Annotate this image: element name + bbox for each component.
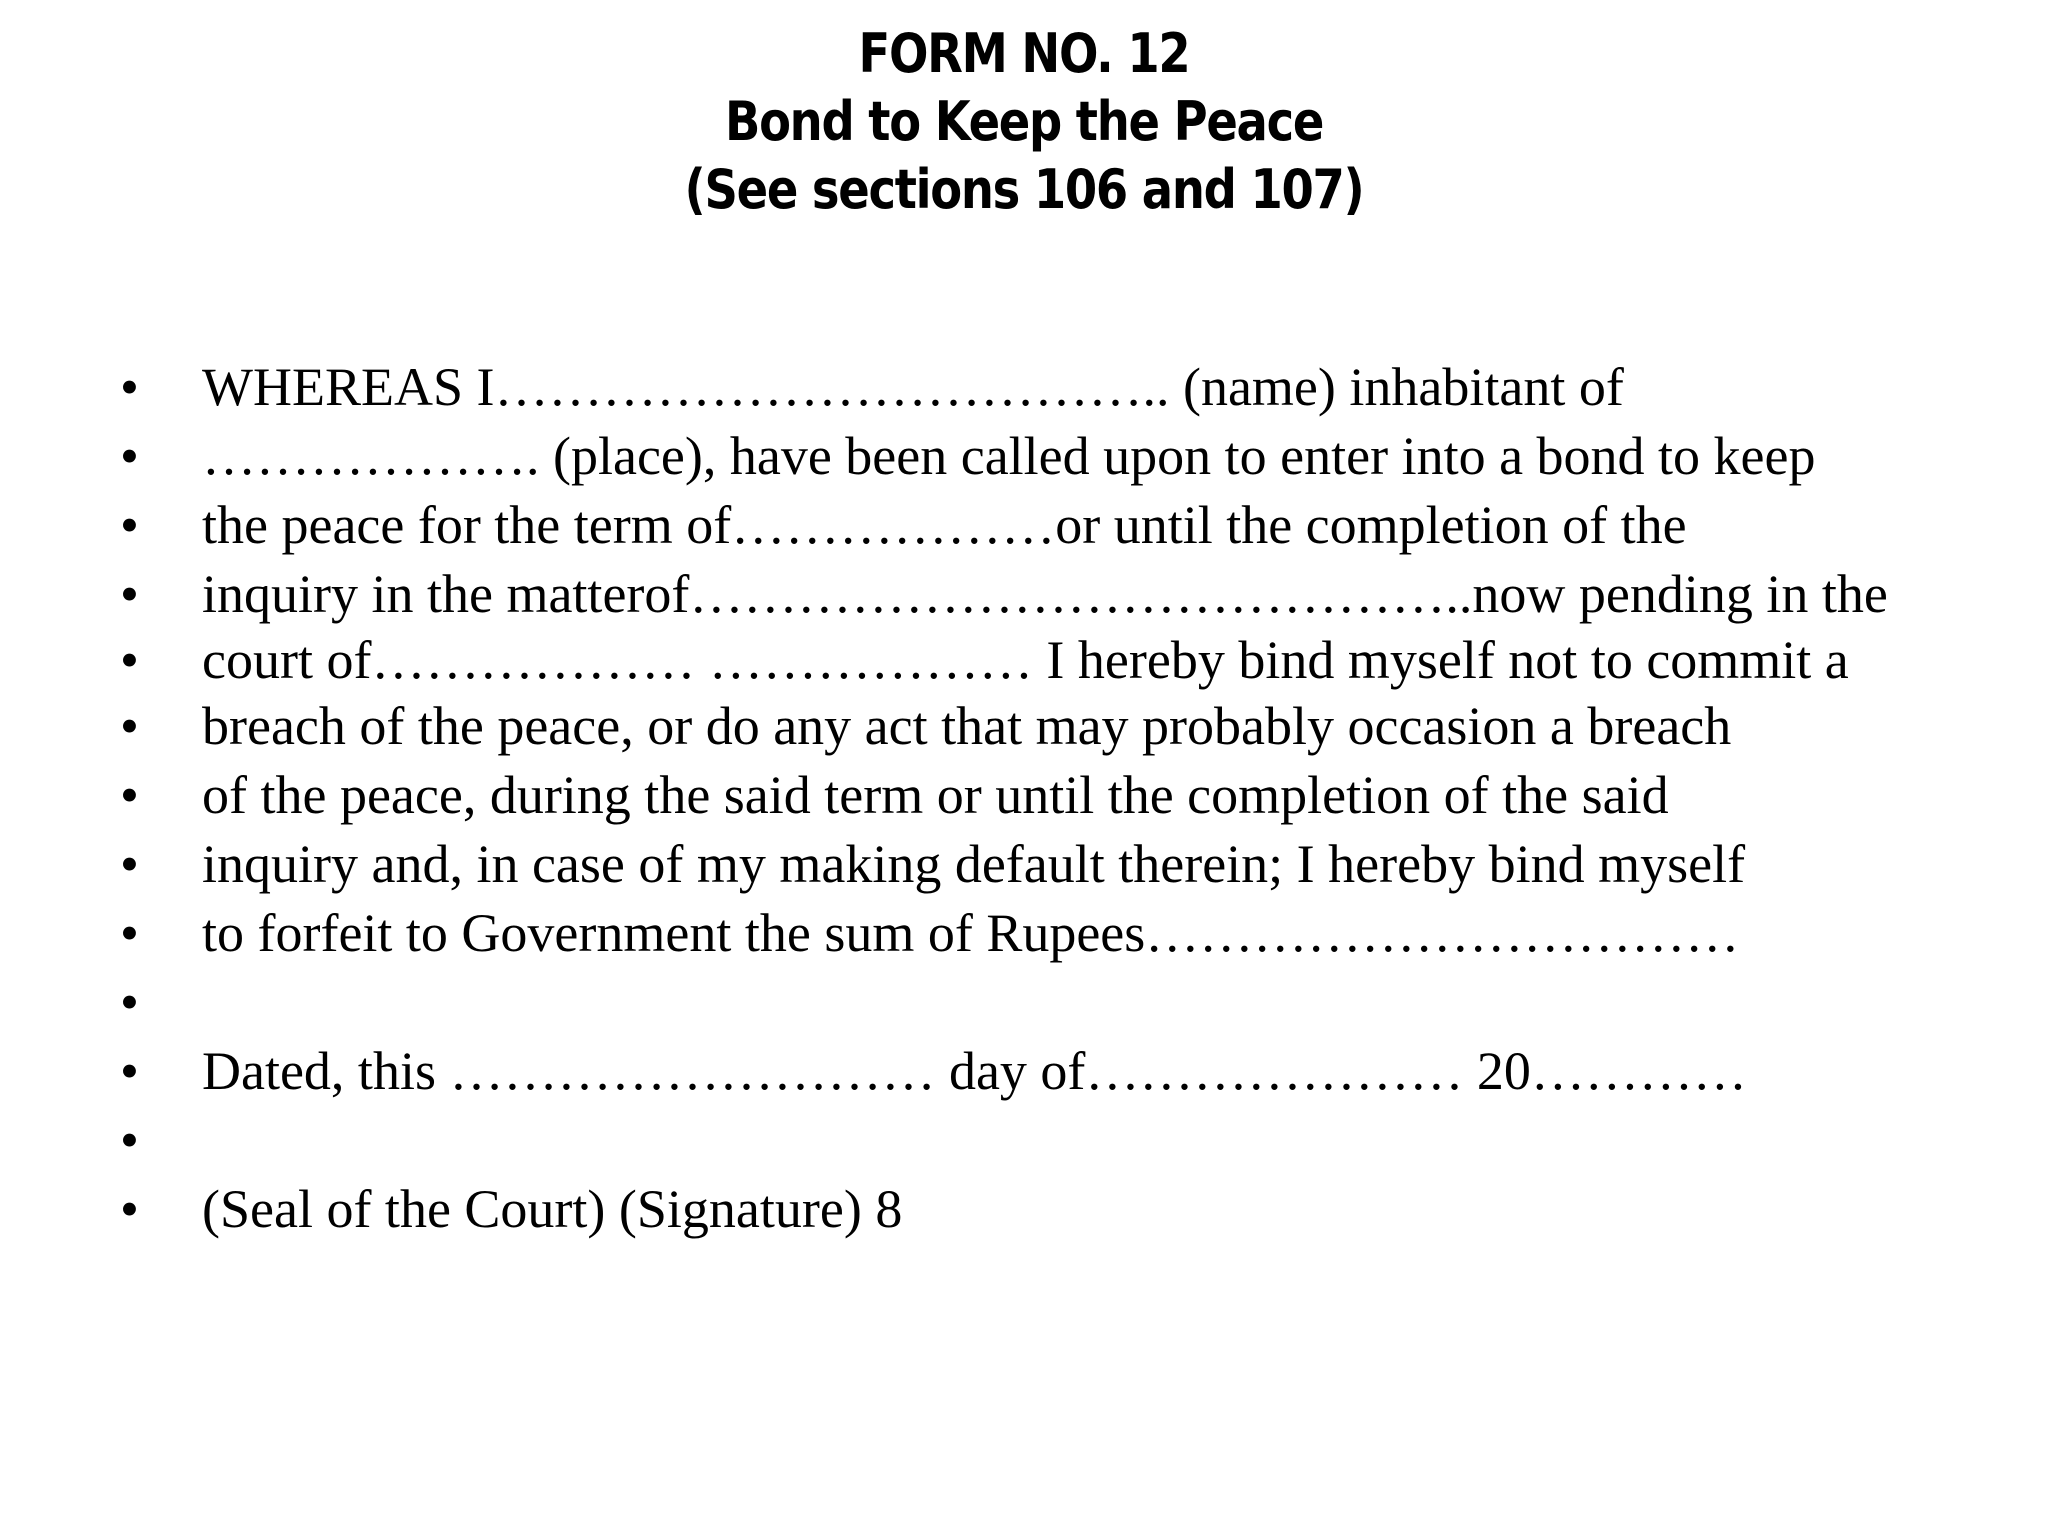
list-item xyxy=(120,630,1940,690)
form-header xyxy=(143,20,1904,224)
bullet-icon: • xyxy=(120,1110,139,1170)
list-item xyxy=(120,834,1940,894)
bullet-icon: • xyxy=(120,495,139,555)
bullet-icon: • xyxy=(120,357,139,417)
line-text: to forfeit to Government the sum of Rupees…………………………… xyxy=(202,903,1740,963)
list-item xyxy=(120,564,1940,624)
list-item xyxy=(120,1110,1940,1170)
line-text: WHEREAS I……………………………….. (name) inhabitant of xyxy=(202,357,1624,417)
bullet-icon: • xyxy=(120,426,139,486)
line-text: breach of the peace, or do any act that may probably occasion a breach xyxy=(202,696,1732,756)
bullet-icon: • xyxy=(120,1179,139,1239)
list-item xyxy=(120,696,1940,756)
list-item xyxy=(120,765,1940,825)
bullet-icon: • xyxy=(120,564,139,624)
line-text: court of……………… ……………… I hereby bind myself not to commit a xyxy=(202,630,1849,690)
bullet-icon: • xyxy=(120,1041,139,1101)
line-text: the peace for the term of………………or until the completion of the xyxy=(202,495,1687,555)
line-text: inquiry in the matterof……………………………………..now pending in the xyxy=(202,564,1888,624)
list-item xyxy=(120,972,1940,1032)
list-item xyxy=(120,357,1940,417)
bullet-icon: • xyxy=(120,834,139,894)
line-text: Dated, this ……………………… day of………………… 20………… xyxy=(202,1041,1747,1101)
form-number: FORM NO. 12 xyxy=(858,22,1190,85)
bullet-icon: • xyxy=(120,630,139,690)
list-item xyxy=(120,426,1940,486)
form-sections-reference: (See sections 106 and 107) xyxy=(684,158,1364,221)
bullet-icon: • xyxy=(120,765,139,825)
bullet-icon: • xyxy=(120,903,139,963)
bullet-icon: • xyxy=(120,972,139,1032)
list-item xyxy=(120,903,1940,963)
line-text: (Seal of the Court) (Signature) 8 xyxy=(202,1179,903,1239)
list-item xyxy=(120,495,1940,555)
bullet-icon: • xyxy=(120,696,139,756)
line-text: of the peace, during the said term or until the completion of the said xyxy=(202,765,1669,825)
form-body-list xyxy=(120,357,1940,1251)
line-text: ………………. (place), have been called upon to enter into a bond to keep xyxy=(202,426,1816,486)
form-title: Bond to Keep the Peace xyxy=(724,90,1324,153)
list-item xyxy=(120,1041,1940,1101)
line-text: inquiry and, in case of my making default therein; I hereby bind myself xyxy=(202,834,1746,894)
list-item xyxy=(120,1179,1940,1239)
